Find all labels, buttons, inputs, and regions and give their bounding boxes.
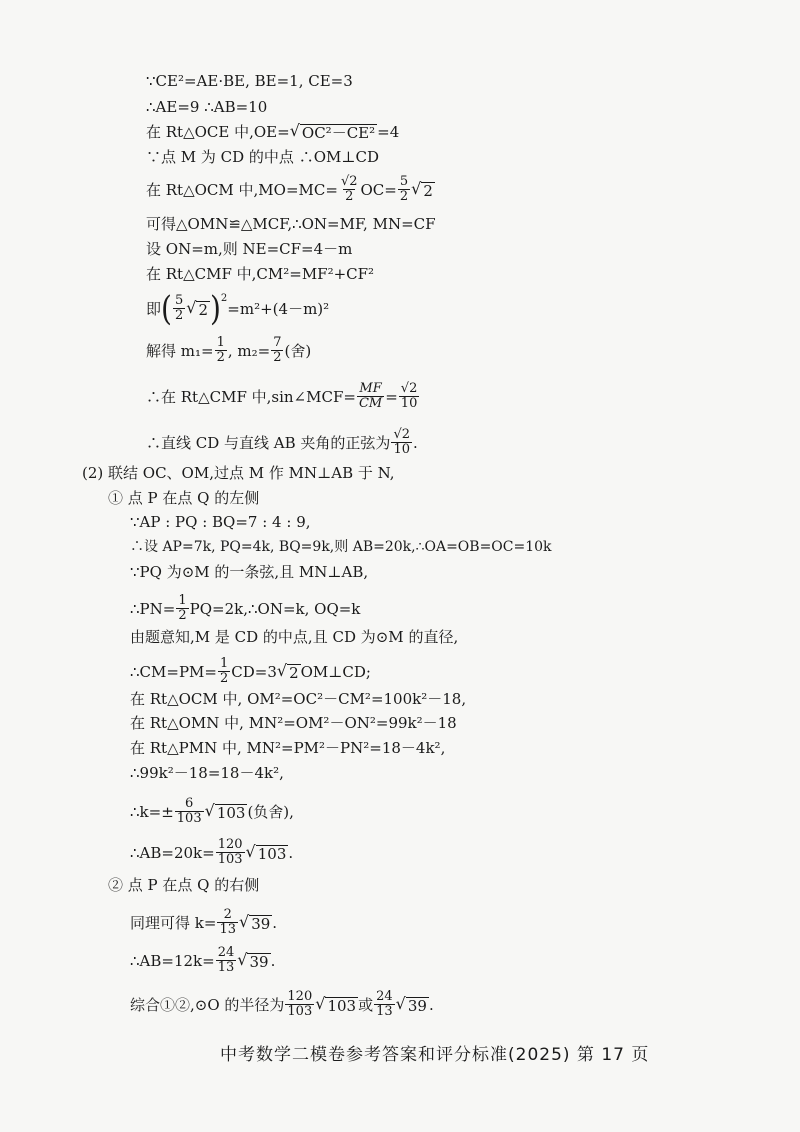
denominator: 2 (178, 608, 187, 623)
numerator: 7 (273, 335, 282, 350)
fraction (176, 594, 188, 623)
text-l26-post: . (288, 843, 294, 862)
left-paren: ( (161, 288, 172, 328)
denominator: 10 (393, 442, 410, 457)
fraction (357, 382, 384, 411)
radicand: 103 (327, 997, 357, 1015)
line-27 (108, 876, 259, 894)
line-5 (146, 175, 435, 204)
fraction (374, 990, 395, 1019)
line-14 (108, 489, 259, 507)
text-l24: ∴99k²－18=18－4k², (130, 764, 284, 782)
line-18 (130, 594, 360, 623)
right-paren: ) (209, 288, 221, 328)
numerator: √2 (393, 427, 410, 442)
fraction (175, 797, 204, 826)
text-l12-pre: ∴直线 CD 与直线 AB 夹角的正弦为 (146, 433, 391, 452)
text-l8: 在 Rt△CMF 中,CM²=MF²+CF² (146, 265, 375, 283)
text-l25-post: (负舍), (247, 802, 294, 821)
fraction (215, 336, 227, 365)
text-l11-pre: ∴在 Rt△CMF 中,sin∠MCF= (146, 387, 356, 406)
text-l10-post: (舍) (284, 341, 312, 360)
text-l29-pre: ∴AB=12k= (130, 951, 215, 970)
text-l28-pre: 同理可得 k= (130, 913, 217, 932)
text-l3-rad: OC²－CE² (301, 124, 376, 142)
line-29 (130, 946, 275, 975)
text-l26-pre: ∴AB=20k= (130, 843, 215, 862)
denominator: 13 (219, 922, 236, 937)
line-4 (146, 148, 379, 166)
line-23 (130, 739, 445, 757)
text-l27: ② 点 P 在点 Q 的右侧 (108, 876, 260, 894)
line-24 (130, 764, 284, 782)
sqrt-expression: √ 39 (395, 994, 427, 1015)
text-l9-pre: 即 (146, 299, 162, 318)
denominator: CM (358, 396, 383, 411)
numerator: 1 (216, 335, 225, 350)
denominator: 2 (273, 350, 282, 365)
numerator: 120 (287, 989, 313, 1004)
line-13 (82, 464, 395, 482)
line-19 (130, 628, 458, 646)
numerator: 24 (217, 945, 235, 960)
line-10 (146, 336, 311, 365)
text-l25-pre: ∴k=± (130, 802, 174, 821)
text-l5-mid: OC= (360, 180, 397, 199)
line-7 (146, 240, 352, 258)
sqrt-expression: √ 39 (238, 912, 271, 933)
numerator: 6 (185, 796, 194, 811)
sqrt-expression: √ OC²－CE² (289, 121, 376, 142)
text-l19: 由题意知,M 是 CD 的中点,且 CD 为⊙M 的直径, (130, 628, 459, 646)
radicand: 103 (216, 804, 246, 822)
sqrt-expression: √ 2 (411, 179, 433, 200)
text-l11-mid: = (385, 387, 398, 406)
numerator: √2 (340, 174, 358, 189)
fraction (218, 657, 230, 686)
sqrt-expression: √ 39 (237, 950, 269, 971)
sqrt-expression: √ 2 (276, 661, 299, 682)
text-l18-pre: ∴PN= (130, 599, 176, 618)
text-l9-post: =m²+(4－m)² (227, 299, 330, 318)
text-l4: ∵点 M 为 CD 的中点 ∴OM⊥CD (146, 148, 379, 166)
denominator: 2 (345, 189, 354, 204)
text-l1: ∵CE²=AE·BE, BE=1, CE=3 (146, 72, 353, 90)
numerator: 5 (399, 174, 409, 189)
text-l29-post: . (270, 951, 276, 970)
radicand: 2 (198, 301, 208, 319)
text-l3-post: =4 (377, 122, 400, 141)
numerator: 1 (178, 593, 187, 608)
fraction (173, 294, 185, 323)
numerator: 1 (219, 656, 229, 671)
fraction (398, 175, 410, 204)
line-12 (146, 428, 418, 457)
fraction (217, 908, 238, 937)
sqrt-expression: √ 2 (186, 298, 208, 319)
radicand: 39 (407, 997, 427, 1015)
text-l3-pre: 在 Rt△OCE 中,OE= (146, 122, 290, 141)
denominator: 2 (216, 350, 225, 365)
text-l20-mid: CD=3 (231, 662, 277, 681)
text-l21: 在 Rt△OCM 中, OM²=OC²－CM²=100k²－18, (130, 690, 467, 708)
radicand: 39 (249, 953, 269, 971)
fraction (216, 838, 245, 867)
denominator: 103 (176, 811, 202, 826)
line-16 (130, 538, 552, 556)
line-9: 即 ( $\frac{5}{2}$ √ 2 ) $^2$ =m²+(4－m)² (146, 288, 330, 328)
line-15 (130, 513, 311, 531)
text-l30-pre: 综合①②,⊙O 的半径为 (130, 995, 285, 1014)
denominator: 2 (399, 189, 409, 204)
denominator: 2 (219, 671, 229, 686)
line-30 (130, 990, 434, 1019)
line-26 (130, 838, 293, 867)
fraction (216, 946, 237, 975)
text-l10-pre: 解得 m₁= (146, 341, 214, 360)
text-l5-pre: 在 Rt△OCM 中,MO=MC= (146, 180, 338, 199)
fraction (285, 990, 314, 1019)
text-l7: 设 ON=m,则 NE=CF=4－m (146, 240, 353, 258)
denominator: 103 (287, 1004, 313, 1019)
sqrt-expression: √ 103 (204, 801, 246, 822)
denominator: 10 (400, 396, 418, 411)
text-l22: 在 Rt△OMN 中, MN²=OM²－ON²=99k²－18 (130, 714, 457, 732)
text-l2: ∴AE=9 ∴AB=10 (146, 98, 268, 116)
numerator: MF (359, 381, 382, 396)
fraction (339, 175, 360, 204)
denominator: 103 (217, 852, 243, 867)
line-11 (146, 382, 420, 411)
fraction (399, 382, 420, 411)
line-6 (146, 215, 436, 233)
denominator: 2 (174, 308, 184, 323)
numerator: 5 (174, 293, 184, 308)
page-footer: 中考数学二模卷参考答案和评分标准(2025) 第 17 页 (220, 1045, 650, 1065)
line-22 (130, 714, 457, 732)
sqrt-expression: √ 103 (315, 994, 357, 1015)
line-21 (130, 690, 466, 708)
line-25 (130, 797, 294, 826)
text-l13: (2) 联结 OC、OM,过点 M 作 MN⊥AB 于 N, (82, 464, 395, 482)
text-l18-post: PQ=2k,∴ON=k, OQ=k (189, 599, 361, 618)
text-l6: 可得△OMN≌△MCF,∴ON=MF, MN=CF (146, 215, 436, 233)
text-l17: ∵PQ 为⊙M 的一条弦,且 MN⊥AB, (130, 563, 369, 581)
text-l15: ∵AP : PQ : BQ=7 : 4 : 9, (130, 513, 311, 531)
denominator: 13 (376, 1004, 393, 1019)
text-l14: ① 点 P 在点 Q 的左侧 (108, 489, 260, 507)
line-3 (146, 122, 399, 141)
line-28 (130, 908, 277, 937)
text-l28-post: . (272, 913, 278, 932)
line-1 (146, 72, 353, 90)
text-l20-post: OM⊥CD; (300, 662, 371, 681)
numerator: 2 (223, 907, 232, 922)
denominator: 13 (217, 960, 235, 975)
text-l16: ∴设 AP=7k, PQ=4k, BQ=9k,则 AB=20k,∴OA=OB=OC=10k (130, 539, 552, 555)
text-l30-mid: 或 (358, 995, 374, 1014)
radicand: 103 (257, 845, 287, 863)
sqrt-expression: √ 103 (245, 842, 287, 863)
radicand: 39 (251, 915, 271, 933)
line-20 (130, 657, 371, 686)
line-17 (130, 563, 368, 581)
text-l10-mid: , m₂= (227, 341, 271, 360)
numerator: 24 (376, 989, 393, 1004)
radicand: 2 (289, 664, 299, 682)
text-l20-pre: ∴CM=PM= (130, 662, 217, 681)
numerator: 120 (217, 837, 243, 852)
text-l30-post: . (428, 995, 434, 1014)
line-2 (146, 98, 267, 116)
numerator: √2 (400, 381, 418, 396)
fraction (271, 336, 283, 365)
text-l23: 在 Rt△PMN 中, MN²=PM²－PN²=18－4k², (130, 739, 446, 757)
fraction (391, 428, 412, 457)
text-l12-post: . (413, 433, 418, 452)
radicand: 2 (423, 182, 433, 200)
line-8 (146, 265, 374, 283)
